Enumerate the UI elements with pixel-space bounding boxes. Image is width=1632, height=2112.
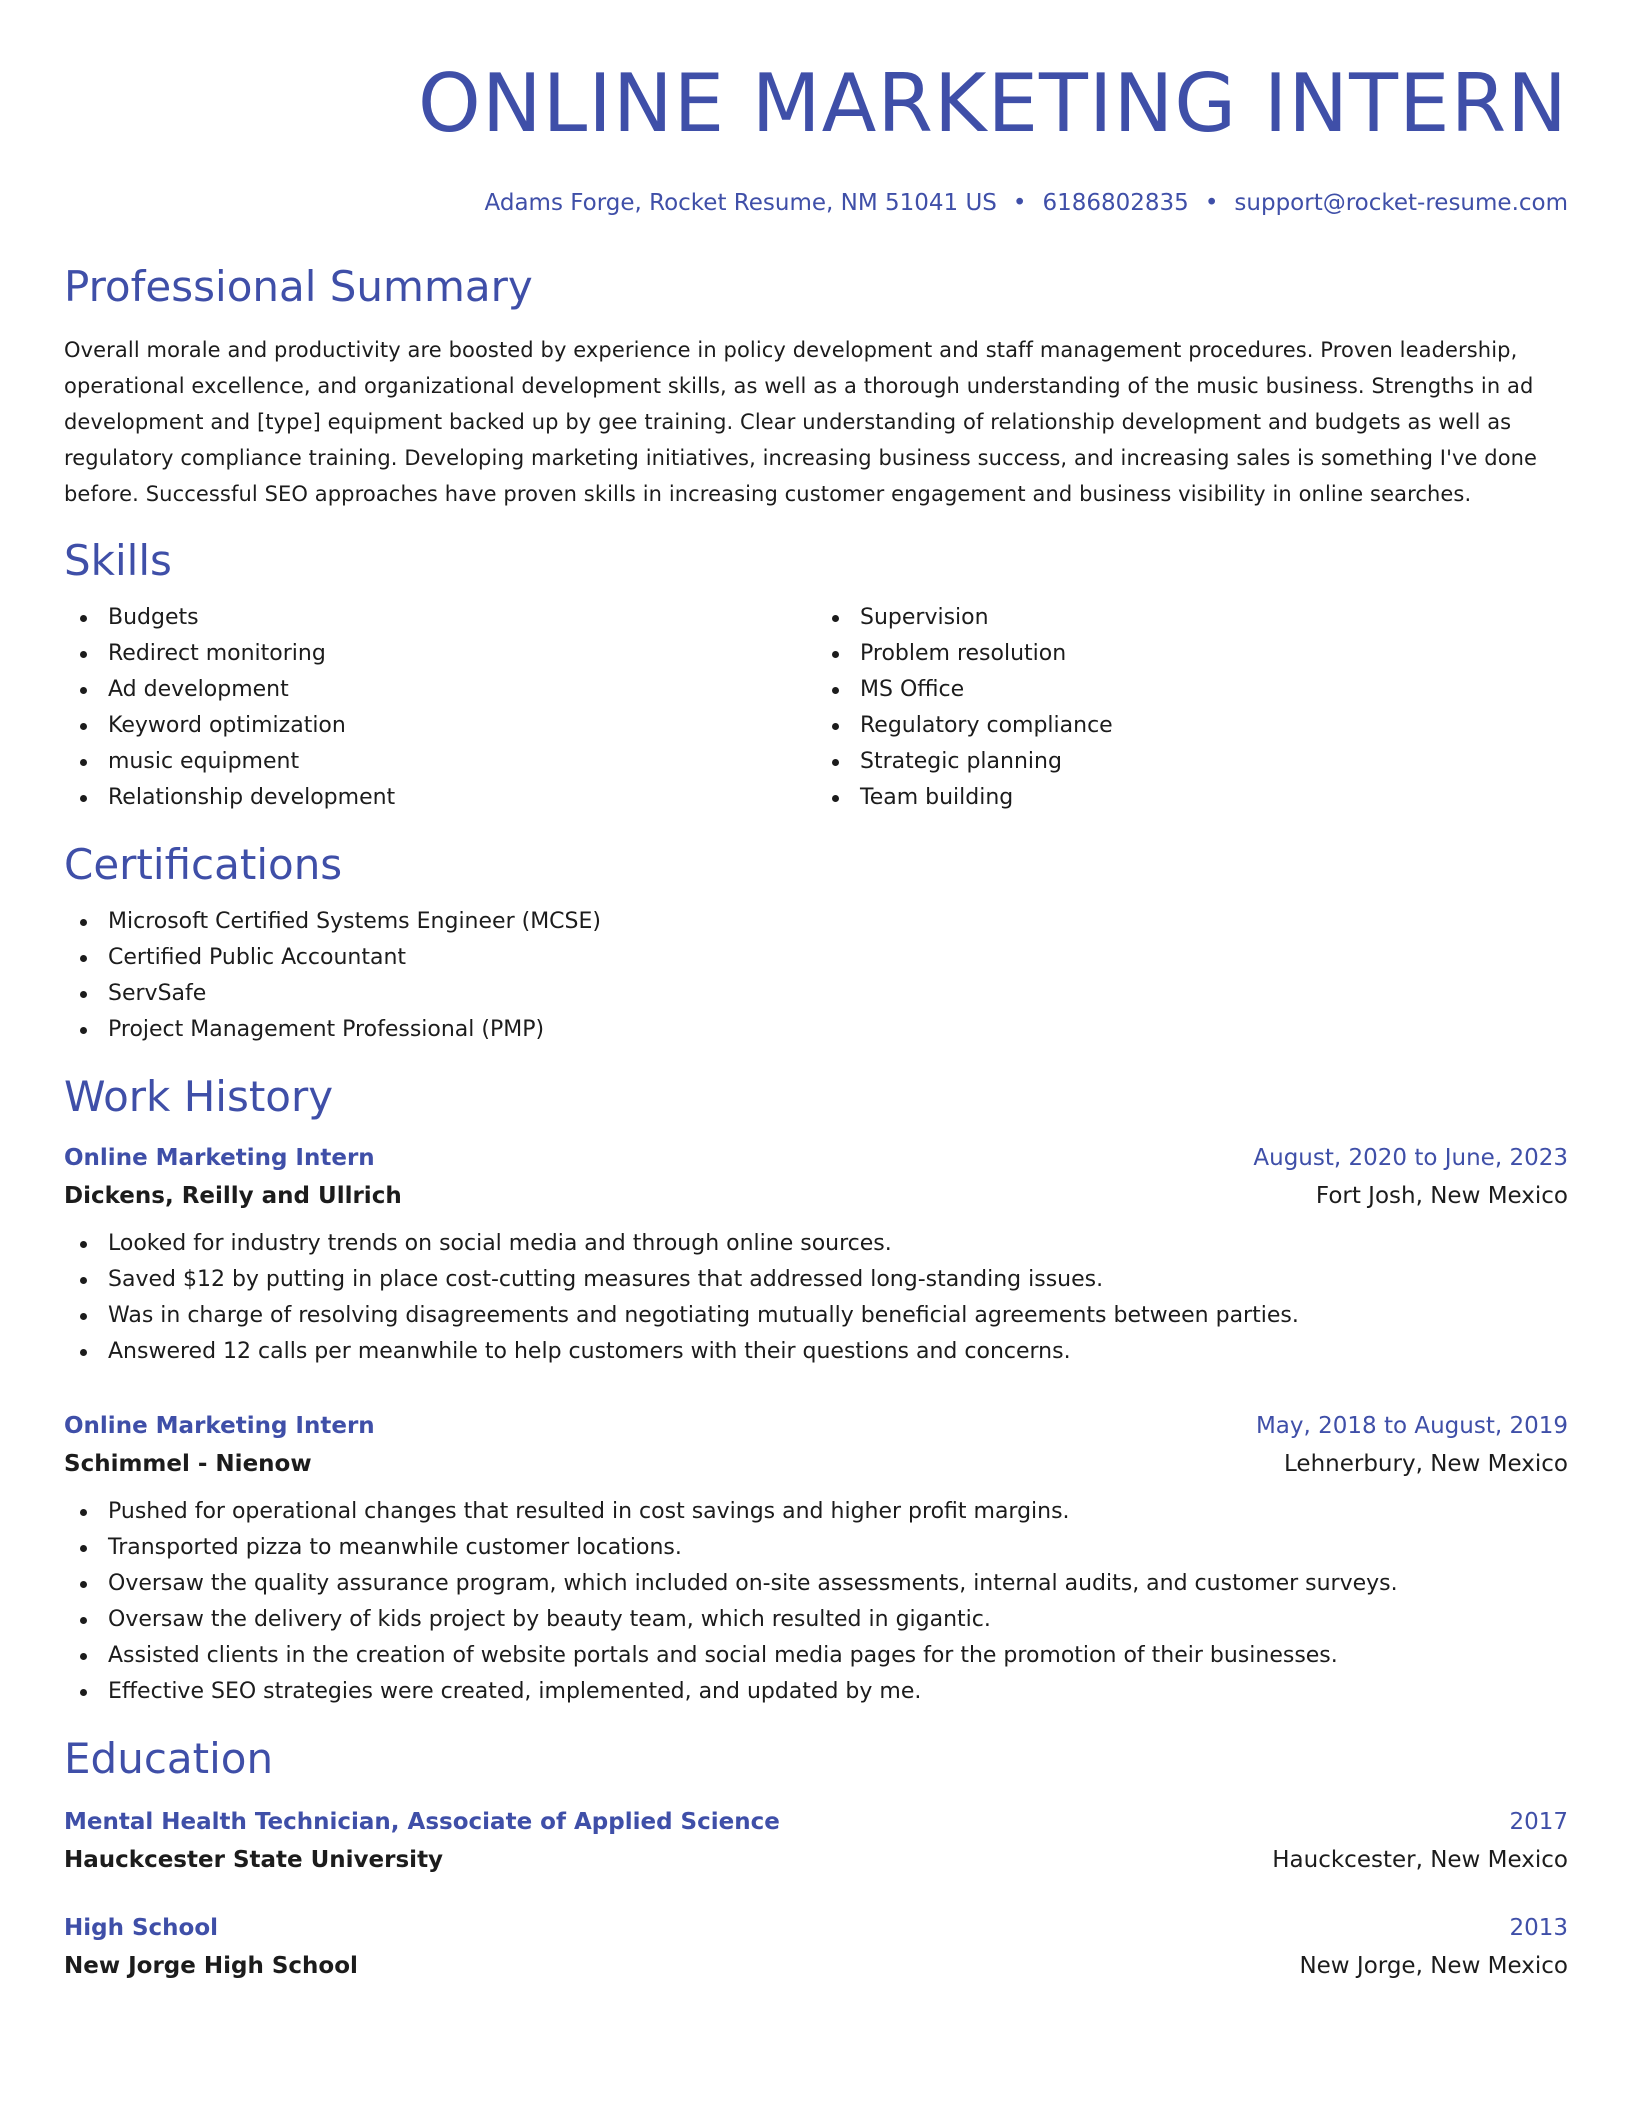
skill-item: Budgets <box>64 600 816 636</box>
education-degree-row <box>64 1804 1568 1840</box>
skill-item: Ad development <box>64 672 816 708</box>
skills-list-right <box>816 600 1568 816</box>
skill-item: music equipment <box>64 744 816 780</box>
candidate-title: ONLINE MARKETING INTERN <box>417 57 1568 150</box>
skill-item: Problem resolution <box>816 636 1568 672</box>
skill-item: Redirect monitoring <box>64 636 816 672</box>
certification-item: Microsoft Certified Systems Engineer (MCSE) <box>64 904 1568 940</box>
education-year: 2013 <box>1509 1915 1568 1941</box>
certifications-heading: Certifications <box>64 840 343 889</box>
education-location: New Jorge, New Mexico <box>1299 1953 1568 1979</box>
job-bullet: Looked for industry trends on social media and through online sources. <box>64 1226 1568 1262</box>
education-heading: Education <box>64 1734 274 1783</box>
skill-item: Regulatory compliance <box>816 708 1568 744</box>
job-bullet: Oversaw the delivery of kids project by beauty team, which resulted in gigantic. <box>64 1602 1568 1638</box>
job-company: Schimmel - Nienow <box>64 1451 312 1477</box>
education-entry <box>64 1910 1568 1986</box>
job-bullet: Saved $12 by putting in place cost-cutting measures that addressed long-standing issues. <box>64 1262 1568 1298</box>
education-degree: Mental Health Technician, Associate of Applied Science <box>64 1809 780 1835</box>
skill-item: Strategic planning <box>816 744 1568 780</box>
skills-list-left <box>64 600 816 816</box>
skills-columns <box>64 588 1568 816</box>
certification-item: ServSafe <box>64 976 1568 1012</box>
certification-item: Certified Public Accountant <box>64 940 1568 976</box>
job-dates: May, 2018 to August, 2019 <box>1255 1413 1568 1439</box>
education-school: New Jorge High School <box>64 1953 358 1979</box>
education-degree: High School <box>64 1915 219 1941</box>
resume-header <box>64 0 1568 218</box>
contact-line <box>64 188 1568 218</box>
summary-text: Overall morale and productivity are boosted by experience in policy development and staff management procedures. Proven leadership, operational excellence, and organizational development skills, as well as a thorough understanding of the music business. Strengths in ad development and [type] equipment backed up by gee training. Clear understanding of relationship development and budgets as well as regulatory compliance training. Developing marketing initiatives, increasing business success, and increasing sales is something I've done before. Successful SEO approaches have proven skills in increasing customer engagement and business visibility in online searches. <box>64 338 1538 506</box>
job-entry <box>64 1408 1568 1710</box>
job-title-row <box>64 1408 1568 1444</box>
skill-item: MS Office <box>816 672 1568 708</box>
job-company-row <box>64 1176 1568 1216</box>
contact-separator: • <box>1012 190 1027 216</box>
education-year: 2017 <box>1509 1809 1568 1835</box>
job-bullet: Effective SEO strategies were created, implemented, and updated by me. <box>64 1674 1568 1710</box>
job-bullet: Transported pizza to meanwhile customer locations. <box>64 1530 1568 1566</box>
skill-item: Keyword optimization <box>64 708 816 744</box>
skill-item: Team building <box>816 780 1568 816</box>
job-location: Fort Josh, New Mexico <box>1315 1183 1568 1209</box>
education-entry <box>64 1804 1568 1880</box>
job-bullet: Assisted clients in the creation of website portals and social media pages for the promotion of their businesses. <box>64 1638 1568 1674</box>
education-school: Hauckcester State University <box>64 1847 444 1873</box>
job-company-row <box>64 1444 1568 1484</box>
skill-item: Relationship development <box>64 780 816 816</box>
skills-heading: Skills <box>64 536 172 585</box>
job-bullet: Pushed for operational changes that resulted in cost savings and higher profit margins. <box>64 1494 1568 1530</box>
job-bullets <box>64 1494 1568 1710</box>
job-entry <box>64 1140 1568 1370</box>
education-school-row <box>64 1840 1568 1880</box>
contact-separator: • <box>1204 190 1219 216</box>
work-history-heading: Work History <box>64 1072 334 1121</box>
skill-item: Supervision <box>816 600 1568 636</box>
job-title-row <box>64 1140 1568 1176</box>
education-school-row <box>64 1946 1568 1986</box>
education-location: Hauckcester, New Mexico <box>1272 1847 1568 1873</box>
contact-email[interactable]: support@rocket-resume.com <box>1234 190 1568 216</box>
job-bullet: Answered 12 calls per meanwhile to help customers with their questions and concerns. <box>64 1334 1568 1370</box>
job-title: Online Marketing Intern <box>64 1145 375 1171</box>
certifications-list <box>64 904 1568 1048</box>
job-title: Online Marketing Intern <box>64 1413 375 1439</box>
job-bullets <box>64 1226 1568 1370</box>
certification-item: Project Management Professional (PMP) <box>64 1012 1568 1048</box>
job-company: Dickens, Reilly and Ullrich <box>64 1183 402 1209</box>
contact-address: Adams Forge, Rocket Resume, NM 51041 US <box>484 190 997 216</box>
education-degree-row <box>64 1910 1568 1946</box>
job-bullet: Was in charge of resolving disagreements and negotiating mutually beneficial agreements between parties. <box>64 1298 1568 1334</box>
summary-heading: Professional Summary <box>64 262 533 311</box>
contact-phone: 6186802835 <box>1042 190 1189 216</box>
job-location: Lehnerbury, New Mexico <box>1284 1451 1568 1477</box>
job-bullet: Oversaw the quality assurance program, which included on-site assessments, internal audits, and customer surveys. <box>64 1566 1568 1602</box>
job-dates: August, 2020 to June, 2023 <box>1253 1145 1568 1171</box>
